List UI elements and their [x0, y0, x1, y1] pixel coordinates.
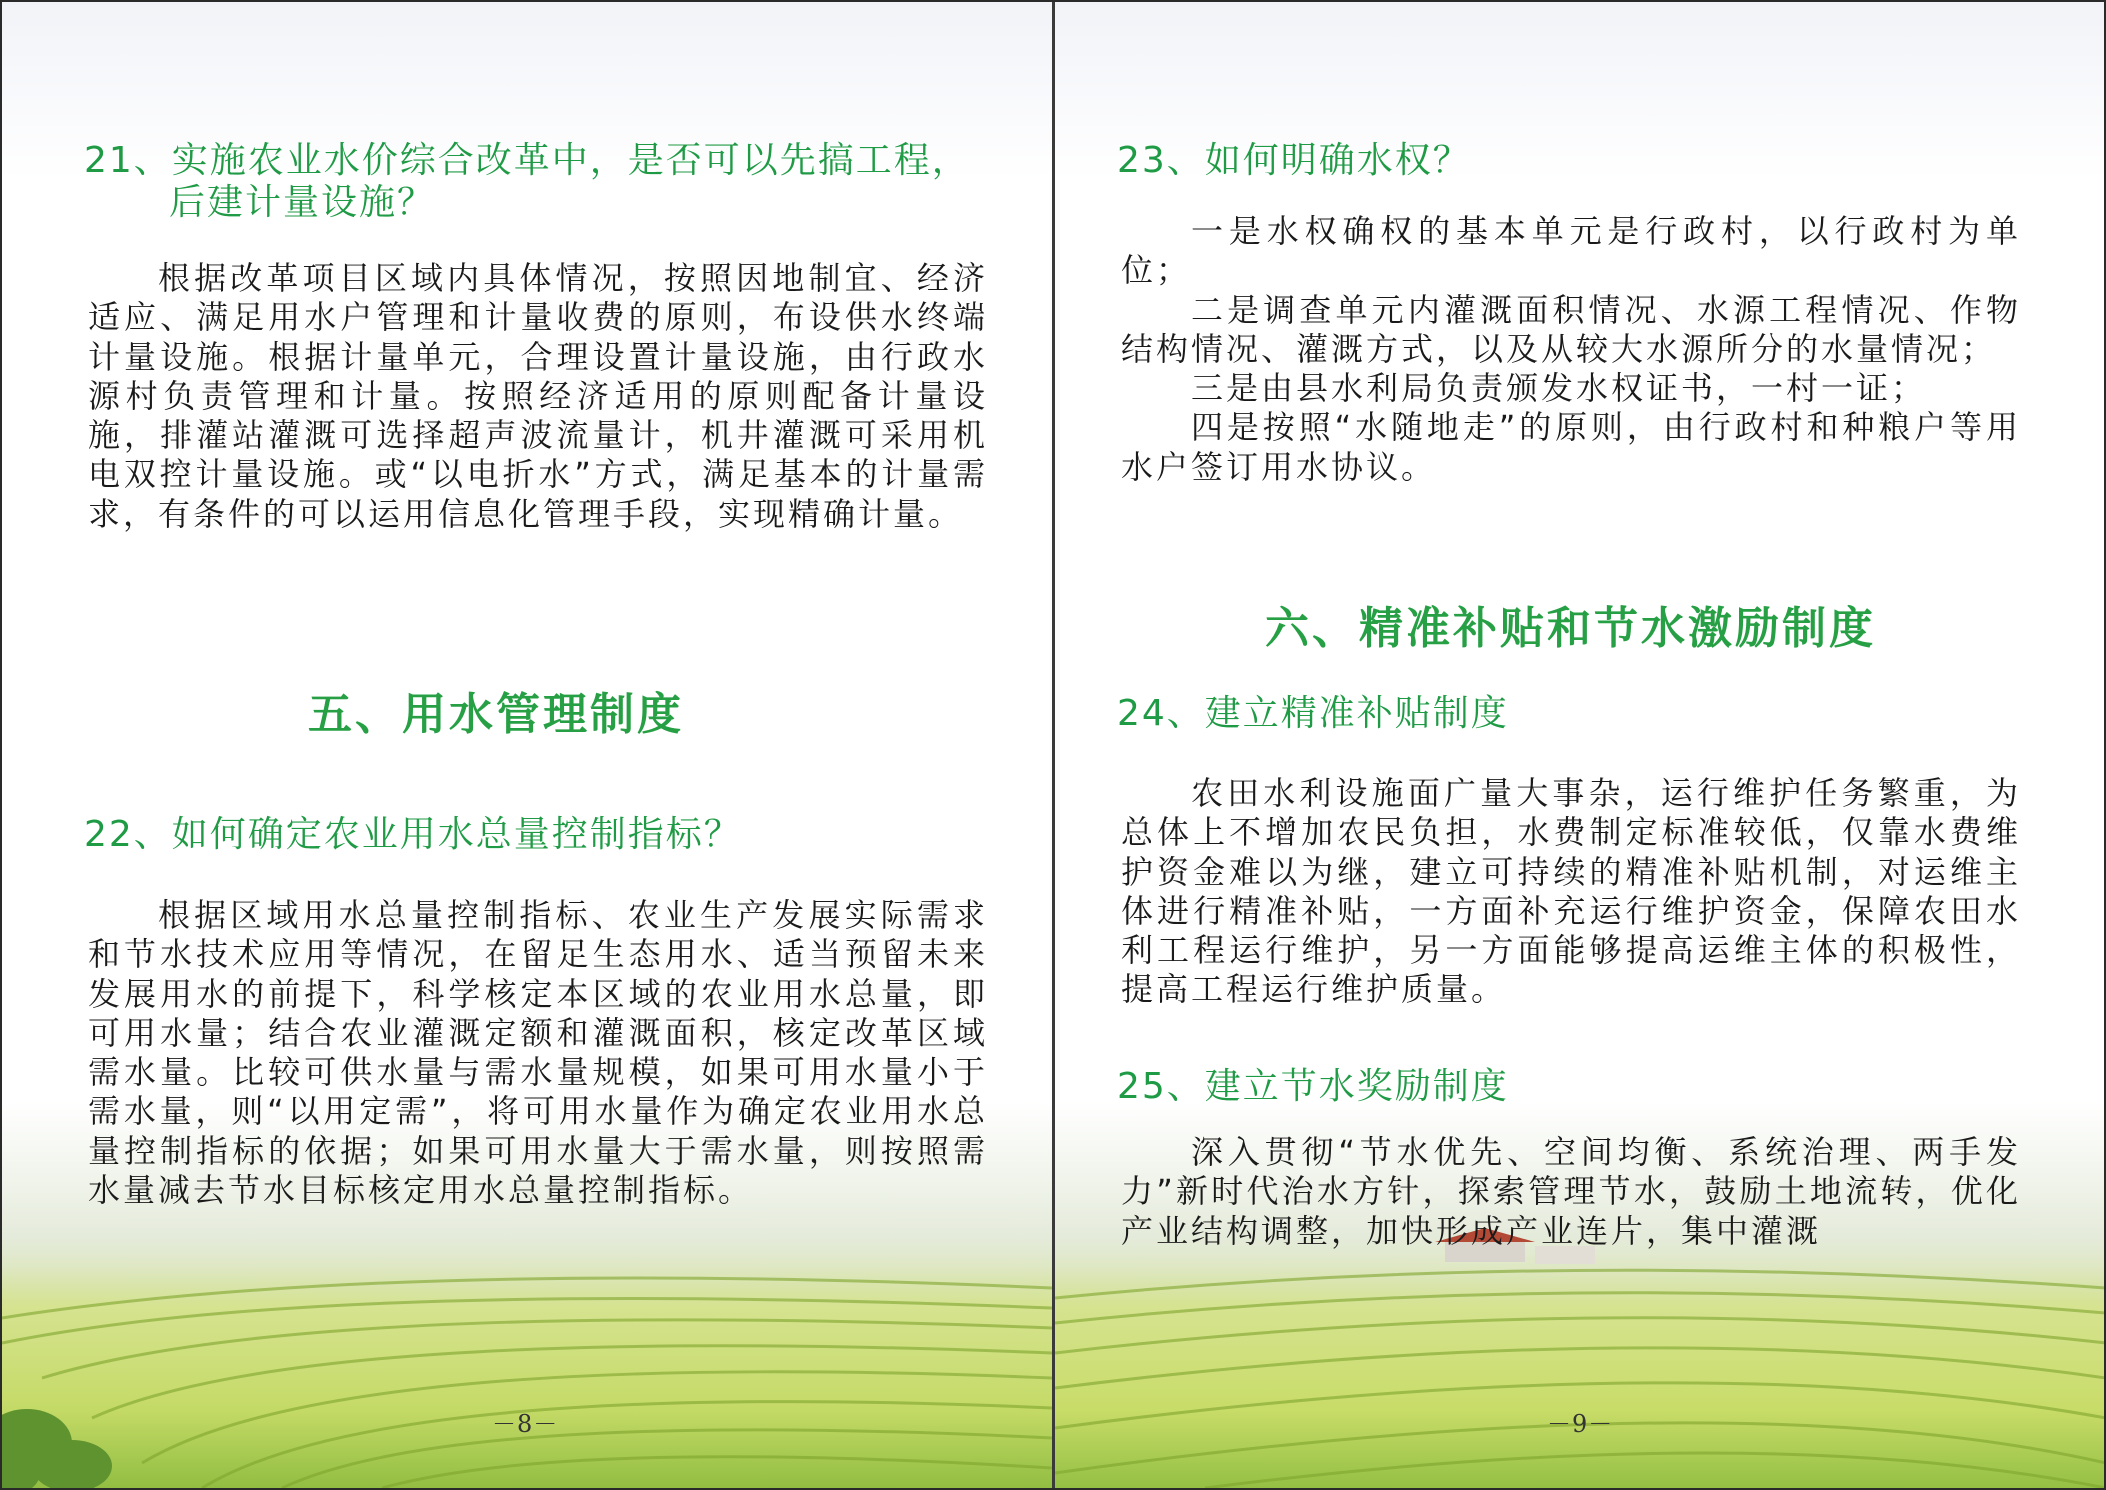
question-24-heading: 24、建立精准补贴制度 [1117, 693, 1509, 734]
question-21-line2: 后建计量设施？ [169, 182, 436, 223]
question-23-heading: 23、如何明确水权？ [1117, 140, 1471, 181]
question-21-heading [84, 140, 970, 224]
question-23-list [1121, 212, 2021, 487]
question-22-answer: 根据区域用水总量控制指标、农业生产发展实际需求和节水技术应用等情况，在留足生态用水、适当预留未来发展用水的前提下，科学核定本区域的农业用水总量，即可用水量；结合农业灌溉定额和灌溉面积，核定改革区域需水量。比较可供水量与需水量规模，如果可用水量小于需水量，则“以用定需”，将可用水量作为确定农业用水总量控制指标的依据；如果可用水量大于需水量，则按照需水量减去节水目标核定用水总量控制指标。 [88, 896, 988, 1210]
question-23-item-1: 一是水权确权的基本单元是行政村，以行政村为单位； [1121, 212, 2021, 290]
right-page-content [1055, 2, 2106, 1488]
question-25-answer: 深入贯彻“节水优先、空间均衡、系统治理、两手发力”新时代治水方针，探索管理节水，鼓励土地流转，优化产业结构调整，加快形成产业连片，集中灌溉 [1121, 1133, 2021, 1250]
section-5-title: 五、用水管理制度 [308, 689, 684, 740]
page-number-left: －8－ [492, 1410, 559, 1438]
question-21-answer: 根据改革项目区域内具体情况，按照因地制宜、经济适应、满足用水户管理和计量收费的原则，布设供水终端计量设施。根据计量单元，合理设置计量设施，由行政水源村负责管理和计量。按照经济适用的原则配备计量设施，排灌站灌溉可选择超声波流量计，机井灌溉可采用机电双控计量设施。或“以电折水”方式，满足基本的计量需求，有条件的可以运用信息化管理手段，实现精确计量。 [88, 259, 988, 533]
right-page [1055, 2, 2106, 1488]
left-page [2, 2, 1052, 1488]
question-22-heading: 22、如何确定农业用水总量控制指标？ [84, 814, 742, 855]
question-24-answer: 农田水利设施面广量大事杂，运行维护任务繁重，为总体上不增加农民负担，水费制定标准较低，仅靠水费维护资金难以为继，建立可持续的精准补贴机制，对运维主体进行精准补贴，一方面补充运行维护资金，保障农田水利工程运行维护，另一方面能够提高运维主体的积极性，提高工程运行维护质量。 [1121, 774, 2021, 1009]
question-23-item-4: 四是按照“水随地走”的原则，由行政村和种粮户等用水户签订用水协议。 [1121, 408, 2021, 486]
question-23-item-2: 二是调查单元内灌溉面积情况、水源工程情况、作物结构情况、灌溉方式，以及从较大水源所分的水量情况； [1121, 290, 2021, 368]
section-6-title: 六、精准补贴和节水激励制度 [1265, 603, 1876, 654]
question-25-heading: 25、建立节水奖励制度 [1117, 1066, 1509, 1107]
page-number-right: －9－ [1547, 1410, 1614, 1438]
question-21-line1: 21、实施农业水价综合改革中，是否可以先搞工程， [84, 140, 970, 181]
left-page-content [2, 2, 1052, 1488]
question-23-item-3: 三是由县水利局负责颁发水权证书，一村一证； [1191, 369, 1927, 408]
